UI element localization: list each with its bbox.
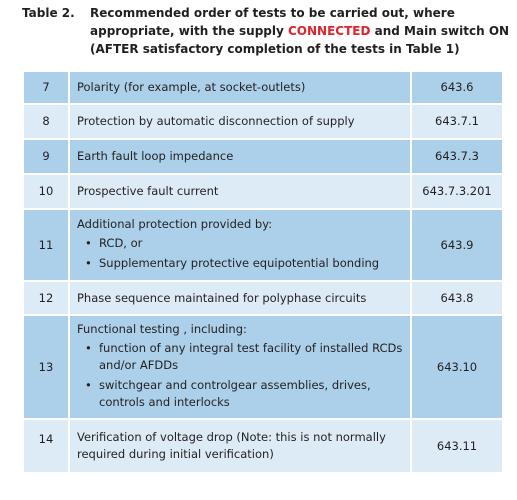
table-row (23, 174, 503, 209)
regulation-ref: 643.7.1 (411, 104, 503, 139)
test-number: 13 (23, 315, 69, 419)
description-heading: Functional testing , including: (77, 321, 247, 336)
test-description: Verification of voltage drop (Note: this is not normally required during initial verification) (69, 419, 411, 473)
table-title (90, 4, 510, 58)
test-number: 12 (23, 281, 69, 315)
regulation-ref: 643.8 (411, 281, 503, 315)
regulation-ref: 643.11 (411, 419, 503, 473)
test-number: 10 (23, 174, 69, 209)
tests-table (22, 70, 504, 474)
bullet-item: • Supplementary protective equipotential bonding (99, 255, 403, 272)
bullet-item: • switchgear and controlgear assemblies, drives, controls and interlocks (99, 377, 403, 411)
test-description (69, 209, 411, 281)
test-number: 9 (23, 139, 69, 174)
table-label: Table 2. (22, 6, 75, 20)
description-heading: Additional protection provided by: (77, 216, 273, 231)
bullet-list (77, 340, 403, 411)
test-description: Protection by automatic disconnection of supply (69, 104, 411, 139)
test-number: 11 (23, 209, 69, 281)
test-description: Polarity (for example, at socket-outlets) (69, 71, 411, 104)
bullet-list (77, 235, 403, 272)
table-row (23, 419, 503, 473)
bullet-item: • RCD, or (99, 235, 403, 252)
table-row (23, 281, 503, 315)
title-text-before: Recommended order of tests to be carried out, where appropriate, with the supply (90, 6, 455, 38)
test-description: Prospective fault current (69, 174, 411, 209)
test-number: 8 (23, 104, 69, 139)
table-row (23, 71, 503, 104)
title-text-after: and Main switch ON (AFTER satisfactory completion of the tests in Table 1) (90, 24, 510, 56)
regulation-ref: 643.6 (411, 71, 503, 104)
test-number: 14 (23, 419, 69, 473)
regulation-ref: 643.7.3.201 (411, 174, 503, 209)
regulation-ref: 643.7.3 (411, 139, 503, 174)
regulation-ref: 643.9 (411, 209, 503, 281)
table-row (23, 139, 503, 174)
regulation-ref: 643.10 (411, 315, 503, 419)
title-highlight: CONNECTED (288, 24, 371, 38)
test-description (69, 315, 411, 419)
test-number: 7 (23, 71, 69, 104)
test-description: Phase sequence maintained for polyphase circuits (69, 281, 411, 315)
bullet-item: • function of any integral test facility of installed RCDs and/or AFDDs (99, 340, 403, 374)
test-description: Earth fault loop impedance (69, 139, 411, 174)
table-row (23, 104, 503, 139)
table-row (23, 209, 503, 281)
table-row (23, 315, 503, 419)
